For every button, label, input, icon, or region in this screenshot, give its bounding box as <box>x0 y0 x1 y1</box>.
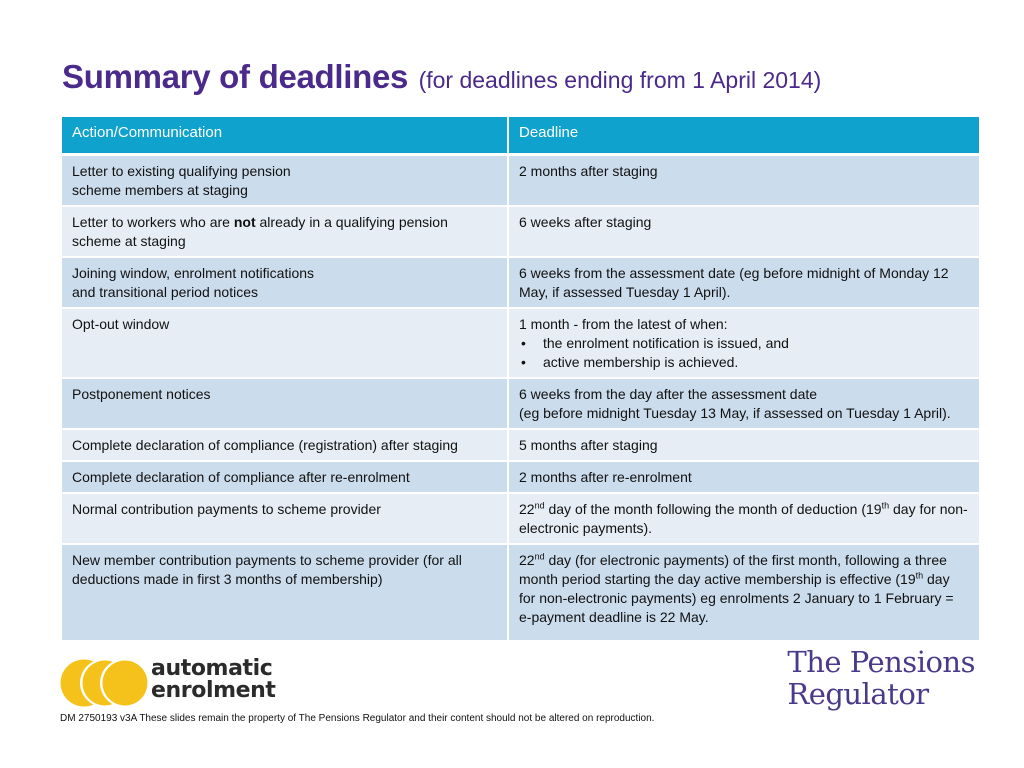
deadline-cell <box>507 545 979 642</box>
deadline-text: day (for electronic payments) of the first month, following a three month period starting the day active membership is effective (19 <box>519 552 947 587</box>
deadline-cell: 6 weeks after staging <box>507 207 979 258</box>
deadline-text: 22 <box>519 552 535 568</box>
ae-word-line: automatic <box>151 656 273 681</box>
ae-word-line: enrolment <box>151 678 276 703</box>
page-title <box>62 58 821 96</box>
title-subtitle: (for deadlines ending from 1 April 2014) <box>418 67 822 93</box>
column-header-action: Action/Communication <box>62 117 507 156</box>
deadline-text: day for non-electronic payments) eg enrolments 2 January to 1 February = e-payment deadline is 22 May. <box>519 571 954 625</box>
table-row <box>62 207 979 258</box>
table-row <box>62 462 979 494</box>
action-text-line: and transitional period notices <box>72 284 259 300</box>
table-row <box>62 258 979 309</box>
deadline-text: 22 <box>519 501 535 517</box>
deadlines-table <box>62 117 979 642</box>
deadline-text: day for non-electronic payments). <box>519 501 968 536</box>
tpr-word-line: The Pensions <box>787 645 975 679</box>
deadline-bullet: • active membership is achieved. <box>519 353 969 372</box>
deadline-cell <box>507 494 979 545</box>
deadline-text-line: (eg before midnight Tuesday 13 May, if assessed on Tuesday 1 April). <box>519 405 951 421</box>
deadline-cell: 2 months after staging <box>507 156 979 207</box>
ordinal-suffix: th <box>881 500 890 511</box>
ae-circles-icon <box>60 658 152 708</box>
deadline-text: day of the month following the month of deduction (19 <box>544 501 882 517</box>
action-cell: Postponement notices <box>62 379 507 430</box>
deadline-text-line: 6 weeks from the day after the assessment date <box>519 386 818 402</box>
action-text: already in a qualifying pension scheme at staging <box>72 214 448 249</box>
table-row <box>62 430 979 462</box>
action-text-line: scheme members at staging <box>72 182 248 198</box>
pensions-regulator-logo <box>787 646 975 710</box>
ordinal-suffix: nd <box>534 551 545 562</box>
table-header-row <box>62 117 979 156</box>
ordinal-suffix: nd <box>534 500 545 511</box>
deadline-bullet: • the enrolment notification is issued, and <box>519 334 969 353</box>
action-cell: Complete declaration of compliance (registration) after staging <box>62 430 507 462</box>
action-emphasis: not <box>233 214 256 230</box>
deadline-cell <box>507 379 979 430</box>
tpr-word-line: Regulator <box>787 677 929 711</box>
table-row <box>62 309 979 379</box>
action-cell: Opt-out window <box>62 309 507 379</box>
automatic-enrolment-logo <box>60 658 300 708</box>
table-row <box>62 494 979 545</box>
action-text-line: Letter to existing qualifying pension <box>72 163 291 179</box>
deadline-cell <box>507 309 979 379</box>
column-header-deadline: Deadline <box>507 117 979 156</box>
title-main: Summary of deadlines <box>62 58 409 95</box>
action-text-line: Joining window, enrolment notifications <box>72 265 315 281</box>
deadline-cell: 2 months after re-enrolment <box>507 462 979 494</box>
action-text: Letter to workers who are <box>72 214 234 230</box>
ordinal-suffix: th <box>915 570 924 581</box>
action-cell <box>62 156 507 207</box>
action-cell: Normal contribution payments to scheme provider <box>62 494 507 545</box>
action-cell <box>62 258 507 309</box>
deadline-cell: 6 weeks from the assessment date (eg before midnight of Monday 12 May, if assessed Tuesday 1 April). <box>507 258 979 309</box>
deadline-cell: 5 months after staging <box>507 430 979 462</box>
table-row <box>62 379 979 430</box>
action-cell: Complete declaration of compliance after re-enrolment <box>62 462 507 494</box>
table-row <box>62 156 979 207</box>
deadline-intro: 1 month - from the latest of when: <box>519 316 728 332</box>
action-cell <box>62 207 507 258</box>
table-row <box>62 545 979 642</box>
ae-wordmark <box>151 658 276 702</box>
footer-disclaimer: DM 2750193 v3A These slides remain the property of The Pensions Regulator and their content should not be altered on reproduction. <box>60 713 655 724</box>
action-cell: New member contribution payments to scheme provider (for all deductions made in first 3 months of membership) <box>62 545 507 642</box>
